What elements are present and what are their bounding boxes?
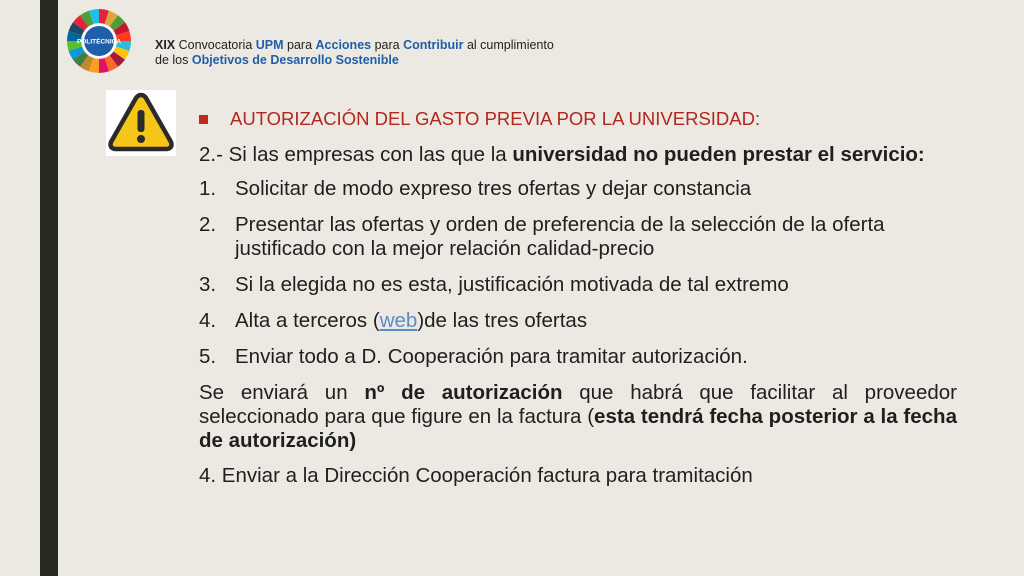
slide-content xyxy=(199,108,957,498)
section-heading xyxy=(199,108,957,130)
list-item: 1. Solicitar de modo expreso tres ofertas y dejar constancia xyxy=(199,177,752,200)
left-accent-bar xyxy=(40,0,58,576)
sdg-wheel-logo xyxy=(66,8,132,74)
header-line-1: XIX Convocatoria UPM para Acciones para Contribuir al cumplimiento xyxy=(155,38,554,52)
warning-icon xyxy=(106,90,176,156)
list-item: 2. Presentar las ofertas y orden de preferencia de la selección de la oferta justificado con la mejor relación calidad-precio xyxy=(199,213,885,260)
section-heading-text: AUTORIZACIÓN DEL GASTO PREVIA POR LA UNIVERSIDAD: xyxy=(230,108,761,129)
list-item: 3. Si la elegida no es esta, justificación motivada de tal extremo xyxy=(199,273,789,296)
intro-paragraph: 2.- Si las empresas con las que la universidad no pueden prestar el servicio: xyxy=(199,143,925,166)
authorization-note: Se enviará un nº de autorización que habrá que facilitar al proveedor seleccionado para que figure en la factura (esta tendrá fecha posterior a la fecha de autorización) xyxy=(199,381,957,452)
bullet-square-icon xyxy=(199,115,208,124)
header-line-2: de los Objetivos de Desarrollo Sostenible xyxy=(155,53,399,67)
header-title xyxy=(155,38,554,68)
logo-text: POLITÉCNICA xyxy=(76,38,122,46)
final-step: 4. Enviar a la Dirección Cooperación factura para tramitación xyxy=(199,464,753,487)
steps-list xyxy=(199,177,957,369)
list-item: 4. Alta a terceros (web)de las tres ofertas xyxy=(199,309,588,332)
list-item: 5. Enviar todo a D. Cooperación para tramitar autorización. xyxy=(199,345,748,368)
web-link[interactable]: web xyxy=(379,309,418,332)
